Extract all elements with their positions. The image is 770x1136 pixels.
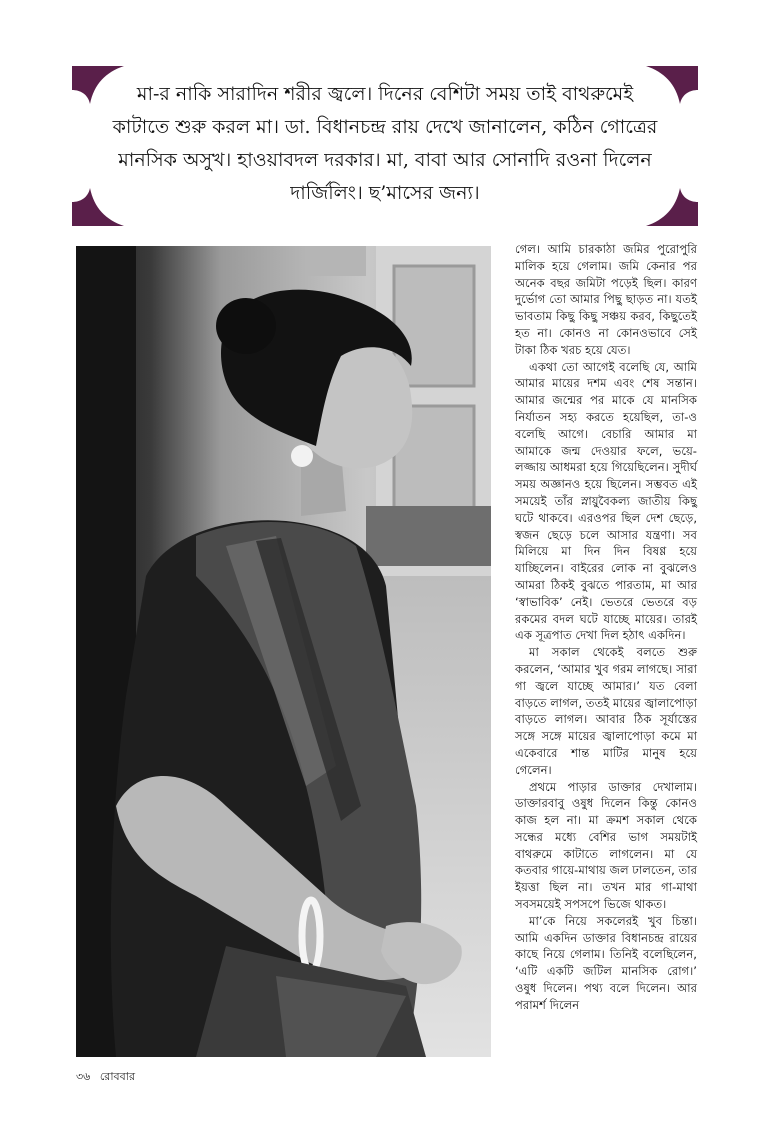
body-paragraph: গেল। আমি চারকাঠা জমির পুরোপুরি মালিক হয়ে গেলাম। জমি কেনার পর অনেক বছর জমিটা পড়েই ছিল। কারণ দুর্ভোগ তো আমার পিছু ছাড়ত না। যতই ভাবতাম কিছু কিছু সঞ্চয় করব, কিছুতেই হত না। কোনও না কোনওভাবে সেই টাকা ঠিক খরচ হয়ে যেত।: [515, 242, 697, 357]
body-paragraph: প্রথমে পাড়ার ডাক্তার দেখালাম। ডাক্তারবাবু ওষুধ দিলেন কিন্তু কোনও কাজ হল না। মা ক্রমশ সকাল থেকে সন্ধের মধ্যে বেশির ভাগ সময়টাই বাথরুমে কাটাতে লাগলেন। মা যে কতবার গায়ে-মাথায় জল ঢালতেন, তার ইয়ত্তা ছিল না। তখন মার গা-মাথা সবসময়েই সপসপে ভিজে থাকত।: [515, 779, 697, 912]
page-number: ৩৬: [76, 1070, 91, 1083]
magazine-name: রোববার: [99, 1070, 136, 1083]
pull-quote-text: মা-র নাকি সারাদিন শরীর জ্বলে। দিনের বেশিটা সময় তাই বাথরুমেই কাটাতে শুরু করল মা। ডা. বিধানচন্দ্র রায় দেখে জানালেন, কঠিন গোত্রের মানসিক অসুখ। হাওয়াবদল দরকার। মা, বাবা আর সোনাদি রওনা দিলেন দার্জিলিং। ছ’মাসের জন্য।: [112, 83, 658, 204]
body-paragraph: একথা তো আগেই বলেছি যে, আমি আমার মায়ের দশম এবং শেষ সন্তান। আমার জন্মের পর মাকে যে মানসিক নির্যাতন সহ্য করতে হয়েছিল, তা-ও বলেছি আগে। বেচারি আমার মা আমাকে জন্ম দেওয়ার ফলে, ভয়ে-লজ্জায় আধমরা হয়ে গিয়েছিলেন। সুদীর্ঘ সময় অজ্ঞানও হয়ে ছিলেন। সম্ভবত এই সময়েই তাঁর স্নায়ুবৈকল্য জাতীয় কিছু ঘটে থাকবে। এরওপর ছিল দেশ ছেড়ে, স্বজন ছেড়ে চলে আসার যন্ত্রণা। সব মিলিয়ে মা দিন দিন বিষণ্ণ হয়ে যাচ্ছিলেন। বাইরের লোক না বুঝলেও আমরা ঠিকই বুঝতে পারতাম, মা আর ‘স্বাভাবিক’ নেই। ভেতরে ভেতরে বড় রকমের বদল ঘটে যাচ্ছে মায়ের। তারই এক সূত্রপাত দেখা দিল হঠাৎ একদিন।: [515, 359, 697, 643]
article-photo: [76, 246, 491, 1057]
body-paragraph: মা’কে নিয়ে সকলেরই খুব চিন্তা। আমি একদিন ডাক্তার বিধানচন্দ্র রায়ের কাছে নিয়ে গেলাম। তিনিই বলেছিলেন, ‘এটি একটি জটিল মানসিক রোগ।’ ওষুধ দিলেন। পথ্য বলে দিলেন। আর পরামর্শ দিলেন: [515, 913, 697, 1012]
page-footer: [76, 1068, 141, 1087]
woman-in-saree-photo-icon: [76, 246, 491, 1057]
body-paragraph: মা সকাল থেকেই বলতে শুরু করলেন, ‘আমার খুব গরম লাগছে। সারা গা জ্বলে যাচ্ছে আমার।’ যত বেলা বাড়তে লাগল, ততই মায়ের জ্বালাপোড়া বাড়তে লাগল। আবার ঠিক সূর্যাস্তের সঙ্গে সঙ্গে মায়ের জ্বালাপোড়া কমে মা একেবারে শান্ত মাটির মানুষ হয়ে গেলেন।: [515, 645, 697, 777]
pull-quote: [72, 66, 698, 226]
article-body-column: [515, 241, 697, 1014]
